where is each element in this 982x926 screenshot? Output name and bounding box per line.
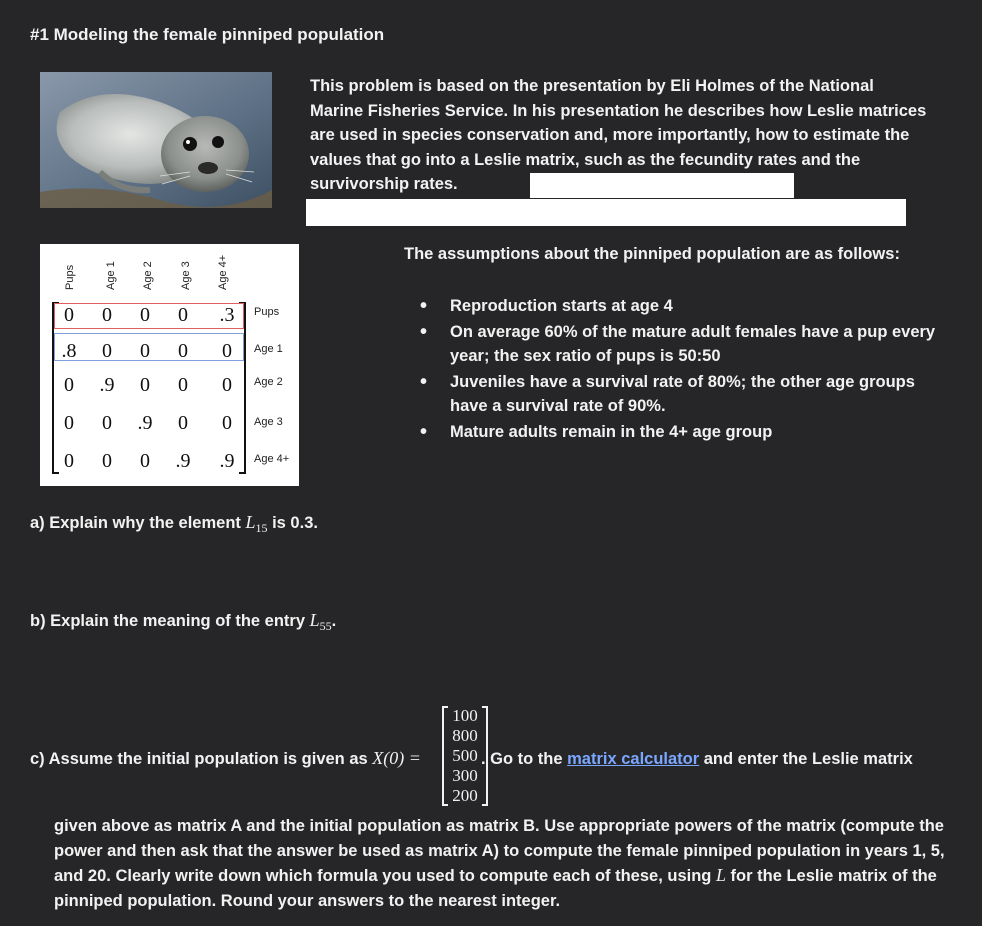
- math-symbol: L: [715, 865, 726, 885]
- math-x0: X(0) =: [372, 748, 421, 768]
- matrix-cell: 0: [222, 374, 232, 396]
- list-item: • Reproduction starts at age 4: [420, 294, 940, 319]
- assumptions-list: [420, 294, 940, 445]
- vector-entry: 200: [452, 786, 478, 805]
- question-b: [30, 610, 336, 634]
- matrix-cell: 0: [140, 374, 150, 396]
- question-a: [30, 512, 318, 536]
- intro-paragraph: This problem is based on the presentation by Eli Holmes of the National Marine Fisheries Service. In his presentation he describes how Leslie matrices are used in species conservation and, more importantly, how to estimate the values that go into a Leslie matrix, such as the fecundity rates and the survivorship rates.: [310, 77, 927, 193]
- vector-entry: 500: [452, 746, 478, 765]
- col-label: Age 4+: [217, 254, 229, 290]
- col-label: Age 3: [180, 261, 192, 290]
- matrix-cell: 0: [102, 340, 112, 362]
- matrix-cell: .9: [137, 412, 153, 434]
- matrix-cell: .8: [61, 340, 77, 362]
- matrix-cell: 0: [178, 374, 188, 396]
- matrix-cell: 0: [140, 304, 150, 326]
- matrix-calculator-link[interactable]: matrix calculator: [567, 750, 700, 768]
- matrix-cell: .9: [175, 450, 191, 472]
- matrix-cell: 0: [64, 304, 74, 326]
- assumptions-heading: The assumptions about the pinniped population are as follows:: [404, 245, 900, 263]
- matrix-cell: 0: [222, 412, 232, 434]
- matrix-cell: 0: [178, 412, 188, 434]
- matrix-cell: 0: [222, 340, 232, 362]
- seal-photo: [40, 72, 272, 208]
- question-text: b) Explain the meaning of the entry: [30, 612, 310, 630]
- matrix-cell: 0: [140, 340, 150, 362]
- matrix-cell: .9: [219, 450, 235, 472]
- question-text: . Go to the: [480, 750, 568, 768]
- redaction-bar: [530, 173, 794, 198]
- matrix-cell: .9: [99, 374, 115, 396]
- vector-entry: 300: [452, 766, 478, 785]
- question-text: a) Explain why the element: [30, 514, 246, 532]
- matrix-cell: 0: [64, 374, 74, 396]
- question-text: c) Assume the initial population is given as: [30, 750, 373, 768]
- question-text: .: [331, 612, 337, 630]
- leslie-matrix-figure: [40, 244, 299, 486]
- matrix-cell: 0: [178, 340, 188, 362]
- row-label: Age 3: [254, 416, 283, 428]
- matrix-cell: 0: [64, 450, 74, 472]
- matrix-cell: 0: [102, 304, 112, 326]
- list-item: • On average 60% of the mature adult females have a pup every year; the sex ratio of pups is 50:50: [420, 320, 940, 369]
- question-text: is 0.3.: [267, 514, 318, 532]
- question-text: and enter the Leslie matrix: [699, 750, 913, 768]
- list-item: • Mature adults remain in the 4+ age group: [420, 420, 940, 445]
- math-symbol: $L_{15}$: [245, 512, 268, 535]
- row-label: Age 2: [254, 376, 283, 388]
- col-label: Age 2: [142, 261, 154, 290]
- row-label: Age 1: [254, 343, 283, 355]
- matrix-cell: 0: [140, 450, 150, 472]
- col-label: Pups: [64, 264, 76, 290]
- problem-title: #1 Modeling the female pinniped population: [30, 25, 385, 44]
- redaction-bar: [306, 199, 906, 226]
- matrix-cell: 0: [64, 412, 74, 434]
- vector-entry: 800: [452, 726, 478, 745]
- matrix-cell: 0: [102, 450, 112, 472]
- initial-population-vector: [442, 706, 488, 806]
- question-c-continuation: given above as matrix A and the initial population as matrix B. Use appropriate powers of the matrix (compute the power and then ask that the answer be used as matrix A) to compute the female pinniped population in years 1, 5, and 20. Clearly write down which formula you used to compute each of these, using L for the Leslie matrix of the pinniped population. Round your answers to the nearest integer.: [54, 817, 945, 910]
- vector-entry: 100: [452, 706, 478, 725]
- matrix-cell: .3: [219, 304, 235, 326]
- matrix-cell: 0: [178, 304, 188, 326]
- row-label: Pups: [254, 306, 280, 318]
- row-label: Age 4+: [254, 453, 290, 465]
- math-symbol: $L_{55}$: [309, 610, 332, 633]
- col-label: Age 1: [105, 261, 117, 290]
- matrix-cell: 0: [102, 412, 112, 434]
- list-item: • Juveniles have a survival rate of 80%; the other age groups have a survival rate of 90%.: [420, 370, 940, 419]
